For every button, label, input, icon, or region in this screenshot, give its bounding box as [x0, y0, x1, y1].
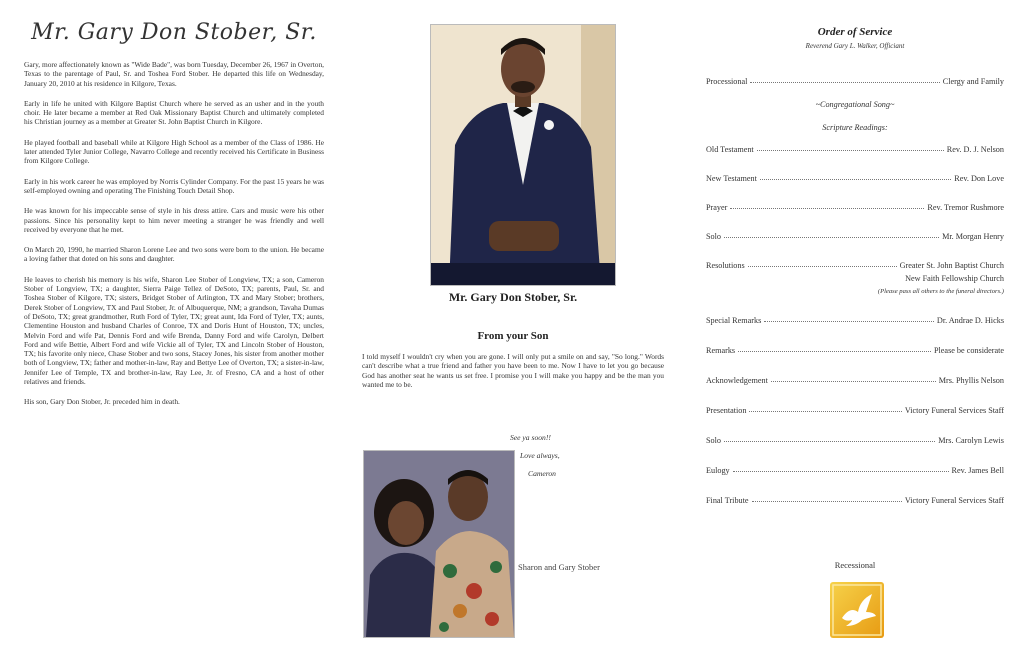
obituary-paragraph: Gary, more affectionately known as "Wide Bade", was born Tuesday, December 26, 1967 in Overton, Texas to the parentage of Paul, Sr. and Toshea Ford Stober. He departed this life on Wednesday, January 20, 2010 at his residence in Kilgore, Texas. — [24, 60, 324, 88]
service-row — [706, 171, 1004, 183]
service-row-value: Rev. Tremor Rushmore — [927, 203, 1004, 212]
service-row — [706, 373, 1004, 385]
dot-leader — [752, 501, 902, 502]
service-row-value: Mrs. Phyllis Nelson — [938, 376, 1004, 385]
service-row-label: Prayer — [706, 203, 728, 212]
service-row-label: Remarks — [706, 346, 736, 355]
service-row-label: New Testament — [706, 174, 757, 183]
service-row — [706, 74, 1004, 86]
service-row-value: Rev. D. J. Nelson — [946, 145, 1004, 154]
service-row-label: Resolutions — [706, 261, 745, 270]
service-row-value: Clergy and Family — [942, 77, 1004, 86]
service-row-value: Rev. James Bell — [951, 466, 1004, 475]
love-always-line: Love always, — [520, 451, 560, 460]
portrait-caption: Mr. Gary Don Stober, Sr. — [448, 290, 578, 304]
service-row-value: Please be considerate — [933, 346, 1004, 355]
obituary-title: Mr. Gary Don Stober, Sr. — [31, 20, 317, 45]
service-row-label: Presentation — [706, 406, 747, 415]
service-row — [706, 258, 1004, 270]
signature: Cameron — [528, 469, 556, 478]
portrait-photo — [430, 24, 616, 286]
service-row-value: Mrs. Carolyn Lewis — [938, 436, 1004, 445]
order-of-service-column — [706, 0, 1004, 662]
service-row — [706, 142, 1004, 154]
couple-caption: Sharon and Gary Stober — [518, 562, 600, 572]
service-row-value: Greater St. John Baptist Church — [899, 261, 1004, 270]
service-row-label: Old Testament — [706, 145, 754, 154]
couple-photo — [363, 450, 515, 638]
service-row-label: Special Remarks — [706, 316, 762, 325]
service-row — [706, 313, 1004, 325]
service-row-label: Acknowledgement — [706, 376, 768, 385]
service-row-value: Mr. Morgan Henry — [942, 232, 1004, 241]
service-row — [706, 493, 1004, 505]
dot-leader — [760, 179, 951, 180]
dot-leader — [750, 82, 939, 83]
dot-leader — [764, 321, 934, 322]
son-tribute-title: From your Son — [477, 330, 549, 342]
service-row-label: Eulogy — [706, 466, 730, 475]
service-row — [706, 229, 1004, 241]
service-row-label: Final Tribute — [706, 496, 749, 505]
service-row-label: Solo — [706, 436, 722, 445]
dot-leader — [771, 381, 936, 382]
dot-leader — [749, 411, 901, 412]
service-row-label: Processional — [706, 77, 748, 86]
service-row-value: Rev. Don Love — [954, 174, 1004, 183]
dot-leader — [738, 351, 931, 352]
obituary-paragraph: He was known for his impeccable sense of style in his dress attire. Cars and music were his other passions. Since his personality kept to him never meeting a stranger he was friendly and well received by everyone that he met. — [24, 206, 324, 234]
service-row — [706, 433, 1004, 445]
dot-leader — [733, 471, 949, 472]
dot-leader — [730, 208, 924, 209]
obituary-paragraph: Early in his work career he was employed by Norris Cylinder Company. For the past 15 years he was self-employed owning and operating The Finishing Touch Detail Shop. — [24, 176, 324, 195]
dove-icon — [830, 582, 884, 638]
recessional-label: Recessional — [834, 560, 876, 570]
dot-leader — [724, 237, 939, 238]
obituary-paragraph: He played football and baseball while at Kilgore High School as a member of the Class of 1986. He later attended Tyler Junior College, Navarro College and recently received his Certificate in Business from Kilgore College. — [24, 137, 324, 166]
service-row-value: Victory Funeral Services Staff — [904, 406, 1004, 415]
officiant-line: Reverend Gary L. Walker, Officiant — [805, 42, 905, 50]
dot-leader — [757, 150, 944, 151]
order-of-service-title: Order of Service — [817, 26, 893, 38]
son-tribute-text: I told myself I wouldn't cry when you are gone. I will only put a smile on and say, "So long." Words can't describe what a true friend and father you have been to me. Now I have to let you go because God has another seat he wants us set free. I promise you I will make you happy and be the man you wanted me to be. — [362, 352, 664, 389]
dot-leader — [748, 266, 897, 267]
congregational-song: ~Congregational Song~ — [815, 100, 895, 109]
obituary-column — [24, 0, 324, 418]
service-row — [706, 403, 1004, 415]
tribute-column — [360, 0, 666, 662]
scripture-readings: Scripture Readings: — [822, 123, 888, 132]
resolutions-note: (Please pass all others to the funeral directors.) — [877, 288, 1004, 295]
obituary-paragraph: On March 20, 1990, he married Sharon Lorene Lee and two sons were born to the union. He became a loving father that doted on his sons and daughter. — [24, 245, 324, 264]
service-row — [706, 463, 1004, 475]
service-row — [706, 200, 1004, 212]
service-row — [706, 343, 1004, 355]
see-you-line: See ya soon!! — [510, 433, 551, 442]
obituary-paragraph: Early in life he united with Kilgore Baptist Church where he served as an usher and in the youth choir. He later became a member at Red Oak Missionary Baptist Church and ultimately completed his Christian journey as a member at Greater St. John Baptist Church in Kilgore. — [24, 98, 324, 127]
service-row-value: Dr. Andrae D. Hicks — [936, 316, 1004, 325]
service-row-value: Victory Funeral Services Staff — [904, 496, 1004, 505]
resolutions-second-value: New Faith Fellowship Church — [905, 274, 1004, 283]
obituary-paragraph: He leaves to cherish his memory is his wife, Sharon Lee Stober of Longview, TX; a son, Cameron Stober of Longview, TX; a daughter, Sierra Paige Tellez of DeSoto, TX; parents, Paul, Sr. and Toshea Stober of Kilgore, TX; sisters, Bridget Stober of Arlington, TX and Mary Stober; brothers, Derek Stober of Longview, TX and Paul Stober, Jr. of Albuquerque, NM; a grandson, Tavaha Dumas of DeSoto, TX; great grandmother, Ruth Ford of Tyler, TX; great aunt, Ida Ford of Tyler, TX; aunts, Clementine Houston and husband Charles of Conroe, TX and Doris Hunt of Houston, TX; uncles, Melvin Ford and wife Pat, Dennis Ford and wife Brenda, Danny Ford and wife Carolyn, Delbert Ford and wife Bettie, Albert Ford and wife Vickie all of Tyler, TX and Lincoln Stober of Houston, TX; his favorite only niece, Chase Stober and two sons, Stacey Jones, his sister from another mother both of Longview, TX; father and mother-in-law, Ray and Bettye Lee of Overton, TX; a sister-in-law, Jennifer Lee of Temple, TX and brother-in-law, Ray Lee, Jr. of Fresno, CA and a host of other relatives and friends. — [24, 274, 324, 387]
dot-leader — [724, 441, 935, 442]
service-row-label: Solo — [706, 232, 722, 241]
obituary-paragraph: His son, Gary Don Stober, Jr. preceded him in death. — [24, 397, 180, 407]
